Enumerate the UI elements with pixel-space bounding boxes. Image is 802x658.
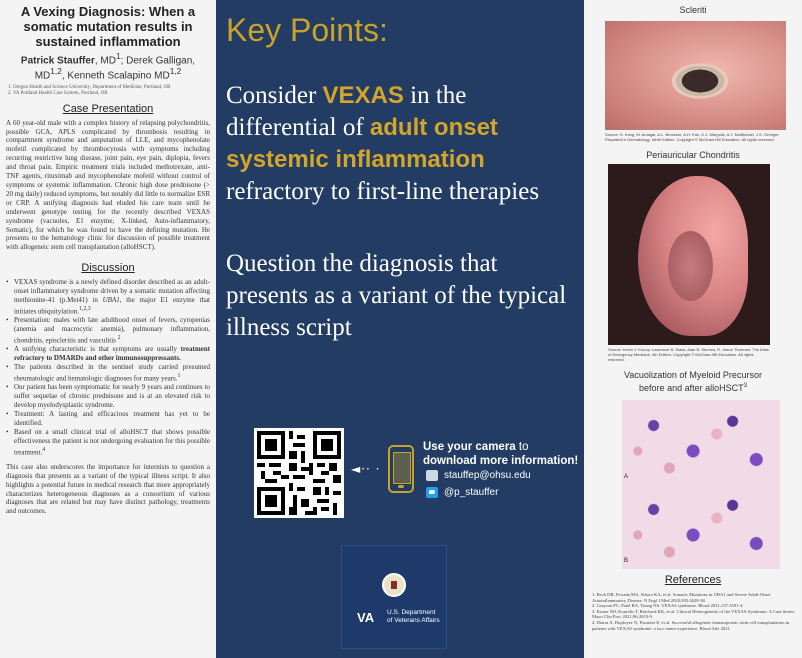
va-department (387, 609, 440, 625)
qr-code-icon (257, 431, 341, 515)
figure-3-title-line1: Vacuolization of Myeloid Precursor (624, 370, 762, 380)
author-2-sup: 1,2 (50, 66, 62, 77)
figure-3-title-line2: before and after alloHSCT (639, 383, 744, 393)
email-icon (426, 470, 438, 481)
camera-prompt-bold: Use your camera (423, 441, 516, 453)
case-heading: Case Presentation (62, 102, 154, 115)
bullet-text: , the major E1 enzyme that initiates ubiquitylation. (14, 296, 210, 316)
panel-b-label: B (624, 558, 629, 564)
affiliations (6, 85, 210, 97)
references-list (592, 592, 796, 631)
discussion-heading: Discussion (81, 262, 135, 275)
reference-item: 2. Grayson PC, Patel BA, Young NS. VEXAS syndrome. Blood 2021;137:3591-4. (592, 603, 744, 609)
va-seal-icon (382, 573, 406, 597)
camera-prompt-line2: download more information! (423, 455, 579, 467)
key-point-1 (226, 80, 581, 208)
bullet-emphasis: treatment refractory to DMARDs and other immunosuppressants. (14, 345, 210, 363)
author-line (6, 51, 210, 82)
figure-2-title: Periauricular Chondritis (646, 150, 740, 160)
center-column (216, 0, 584, 658)
key-point-highlight: adult onset systemic inflammation (226, 114, 498, 173)
chondritis-image (608, 164, 770, 345)
figure-3-title (584, 370, 802, 394)
panel-a-label: A (624, 474, 629, 480)
va-logo (341, 545, 447, 649)
citation-sup: 1 (177, 372, 181, 379)
affiliation-1: 1. Oregon Health and Science University, Department of Medicine, Portland, OR (8, 84, 171, 90)
key-point-text: in the differential of (226, 82, 467, 141)
citation-sup: 1,2,3 (78, 305, 91, 312)
author-1-sup: 1 (115, 51, 121, 61)
key-point-highlight: VEXAS (322, 82, 404, 109)
discussion-list (6, 278, 210, 457)
key-point-2: Question the diagnosis that presents as a variant of the typical illness script (226, 250, 567, 341)
micrograph-before (622, 400, 780, 485)
key-point-text: refractory to first-line therapies (226, 178, 540, 205)
va-department-line2: of Veterans Affairs (387, 617, 440, 624)
bullet-text: Treatment: A lasting and efficacious treatment has yet to be identified. (14, 409, 210, 427)
key-points-title: Key Points: (226, 12, 388, 48)
left-column (0, 0, 216, 658)
camera-prompt-thin: to (515, 441, 529, 453)
key-point-text: Consider (226, 82, 323, 109)
author-1-degree: , MD (94, 55, 116, 67)
bullet-text: VEXAS syndrome is a newly defined disorder described as an adult-onset inflammatory syndrome driven by a somatic mutation affecting methionine-41 (p.Met41) in (14, 278, 210, 305)
va-department-line1: U.S. Department (387, 609, 436, 616)
poster-title: A Vexing Diagnosis: When a somatic mutation results in sustained inflammation (20, 4, 196, 49)
bullet-text: The patients described in the sentinel study carried presumed rheumatologic and hematologic diagnoses for many years. (14, 363, 210, 383)
twitter-contact[interactable] (426, 487, 498, 498)
closing-text: This case also underscores the importance for internists to question a diagnosis that presents as a variant of the typical illness script. It also highlights a potential future in medical research that more appropriately characterizes heterogeneous diagnoses as a consortium of various diagnoses that are related but may have distinct pathology, treatments and outcomes. (6, 462, 210, 516)
gene-name: UBA1 (102, 296, 120, 305)
va-mark: VA (357, 610, 375, 625)
list-item (6, 345, 210, 363)
camera-prompt (423, 440, 578, 468)
figure-1-title: Scleriti (679, 5, 707, 15)
citation-sup: 4 (42, 446, 46, 453)
list-item (6, 316, 210, 345)
figure-2-caption: Source: Kevin J. Knoop, Lawrence B. Stack, Alan B. Storrow, R. Jason Thurman: The Atlas of Emergency Medicine, 4th Edition. Copyright © McGraw-Hill Education. All rights reserved. (608, 347, 769, 362)
figure-1-caption: Source: S. Kang, M. Amagai, A.L. Bruckner, A.H. Enk, D.J. Margolis, A.J. McMichael, J.S. Orringer: Fitzpatrick's Dermatology, Ninth Edition. Copyright © McGraw-Hill Education. All rights reserved. (605, 132, 780, 142)
list-item (6, 410, 210, 428)
ear-shape (638, 176, 748, 336)
qr-code[interactable] (254, 428, 344, 518)
reference-item: 1. Beck DB, Ferrada MA, Sikora KA, et al. Somatic Mutations in UBA1 and Severe Adult-Onset Autoinflammatory Disease. N Engl J Med 2020;383:2628-38. (592, 592, 771, 603)
phone-icon (388, 445, 414, 493)
scleritis-image (605, 21, 786, 130)
bullet-text: Presentation: males with late adulthood onset of fevers, cytopenias (anemia and macrocytic anemia), pulmonary inflammation, chondritis, episcleritis and vasculitis (14, 316, 210, 345)
bullet-text: A unifying characteristic is that symptoms are usually (14, 345, 181, 354)
reference-item: 3. Koster MJ, Kourelis T, Reichard KK, et al. Clinical Heterogeneity of the VEXAS Syndrome: A Case Series. Mayo Clin Proc 2021;96:2653-9. (592, 608, 796, 620)
list-item (6, 383, 210, 410)
reference-item: 4. Diarra A, Duployez N, Fournier E, et al. Successful allogeneic hematopoietic stem cell transplantation in patients with VEXAS syndrome: a two center experience. Blood Adv 2021. (592, 619, 790, 631)
bullet-text: Based on a small clinical trial of alloHSCT that shows possible effectiveness the patient is not undergoing evaluation for this possible treatment. (14, 427, 210, 456)
list-item (6, 428, 210, 457)
list-item (6, 278, 210, 316)
email-address[interactable]: stauffep@ohsu.edu (444, 470, 531, 481)
figure-3-sup: 3 (743, 383, 747, 389)
arrow-left-icon: ◄·· · (351, 462, 381, 476)
citation-sup: 2 (117, 335, 121, 342)
email-contact[interactable] (426, 470, 531, 481)
author-1-name: Patrick Stauffer (20, 55, 95, 67)
bullet-text: Our patient has been symptomatic for nearly 9 years and continues to suffer sequelae of chronic prednisone and is at an elevated risk to develop myelodysplastic syndrome. (14, 383, 210, 410)
list-item (6, 363, 210, 383)
affiliation-2: 2. VA Portland Health Care System, Portland, OR (8, 90, 108, 96)
right-column (584, 0, 802, 658)
twitter-icon (426, 487, 438, 498)
author-3-name: , Kenneth Scalapino MD (61, 70, 170, 82)
micrograph-after (622, 484, 780, 569)
references-heading: References (664, 574, 722, 586)
author-3-sup: 1,2 (169, 66, 182, 77)
author-2-name: ; Derek Galligan, MD (34, 55, 196, 82)
case-text: A 60 year-old male with a complex history of relapsing polychondritis, possible GCA, APLS complicated by thrombosis resulting in compartment syndrome and amputation of LLE, and mycophenolate mofetil complicated by thrombocytosis with symptoms including recurring restrictive lung disease, joint pain, eye pain, diplopia, fevers and throat pain. Empiric treatment trials included methotrexate, anti-TNF agents, rituximab and mycophenolate mofetil without control of symptoms or systemic inflammation. Chronic high dose prednisone (> 20 mg daily) reduced symptoms, but notably did little to normalize ESR or CRP. A unifying diagnosis had eluded his care team until he underwent genotype testing for the recently described VEXAS syndrome (vacuoles, E1 enzyme, X-linked, Auto-inflammatory, Somatic), for which he was found to have the defining mutation. He presents to the hematology clinic for discussion of possible treatment with allogeneic stem cell transplantation (alloHSCT). (6, 118, 210, 252)
twitter-handle[interactable]: @p_stauffer (444, 487, 499, 498)
